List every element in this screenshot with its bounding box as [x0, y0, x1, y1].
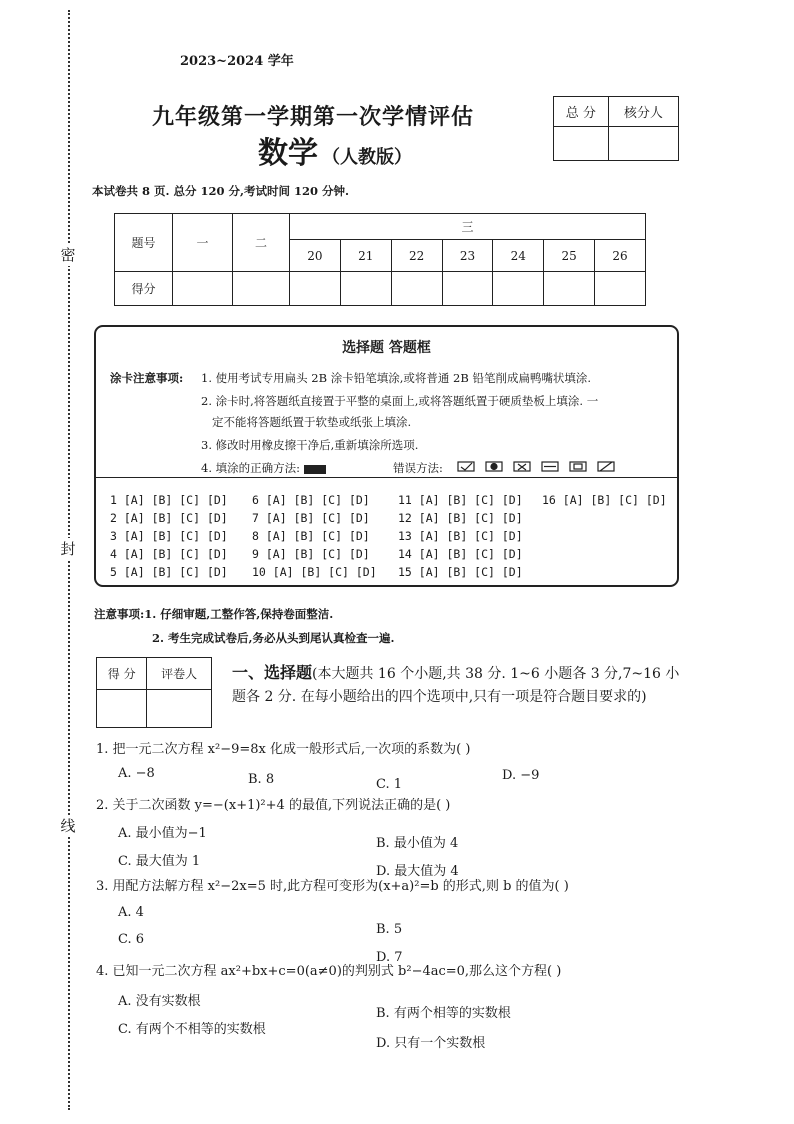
section-grader-cell[interactable] [147, 690, 212, 728]
q1-option-b[interactable]: B. 8 [248, 772, 275, 787]
filling-note: 2. 涂卡时,将答题纸直接置于平整的桌面上,或将答题纸置于硬质垫板上填涂. 一 [201, 394, 599, 408]
score-cell[interactable] [290, 272, 341, 306]
q1-option-a[interactable]: A. −8 [118, 766, 155, 781]
col-part2: 二 [233, 214, 290, 272]
correct-fill-mark [304, 465, 326, 474]
subject-version: （人教版） [322, 147, 412, 168]
score-cell[interactable] [544, 272, 595, 306]
answer-row[interactable]: 1 [A] [B] [C] [D] [110, 493, 228, 507]
filling-note: 定不能将答题纸置于软垫或纸张上填涂. [212, 415, 412, 429]
filling-note: 1. 使用考试专用扁头 2B 涂卡铅笔填涂,或将普通 2B 铅笔削成扁鸭嘴状填涂. [201, 371, 592, 385]
answer-row[interactable]: 10 [A] [B] [C] [D] [252, 565, 377, 579]
filling-notes-label: 涂卡注意事项: [110, 371, 184, 385]
q3-option-b[interactable]: B. 5 [376, 922, 403, 937]
answer-box-title: 选择题 答题框 [342, 340, 431, 356]
total-score-box [553, 96, 679, 161]
col-20: 20 [290, 240, 341, 272]
question-2: 2. 关于二次函数 y=−(x+1)²+4 的最值,下列说法正确的是( ) [96, 798, 451, 813]
answer-row[interactable]: 2 [A] [B] [C] [D] [110, 511, 228, 525]
q4-option-b[interactable]: B. 有两个相等的实数根 [376, 1006, 511, 1021]
answer-box-divider [96, 477, 677, 478]
answer-row[interactable]: 4 [A] [B] [C] [D] [110, 547, 228, 561]
correct-method-label: 4. 填涂的正确方法: [201, 461, 301, 475]
q4-option-d[interactable]: D. 只有一个实数根 [376, 1036, 486, 1051]
q2-option-a[interactable]: A. 最小值为−1 [118, 826, 207, 841]
col-24: 24 [493, 240, 544, 272]
row-label-question: 题号 [115, 214, 173, 272]
answer-row[interactable]: 9 [A] [B] [C] [D] [252, 547, 370, 561]
question-4: 4. 已知一元二次方程 ax²+bx+c=0(a≠0)的判别式 b²−4ac=0,那么这个方程( ) [96, 964, 562, 979]
q2-option-b[interactable]: B. 最小值为 4 [376, 836, 459, 851]
answer-row[interactable]: 8 [A] [B] [C] [D] [252, 529, 370, 543]
answer-row[interactable]: 6 [A] [B] [C] [D] [252, 493, 370, 507]
total-score-header: 总 分 [554, 97, 609, 127]
question-3: 3. 用配方法解方程 x²−2x=5 时,此方程可变形为(x+a)²=b 的形式,则 b 的值为( ) [96, 879, 569, 894]
filling-note-correct [201, 460, 326, 476]
grader-header: 评卷人 [147, 658, 212, 690]
answer-row[interactable]: 11 [A] [B] [C] [D] [398, 493, 523, 507]
q4-option-c[interactable]: C. 有两个不相等的实数根 [118, 1022, 266, 1037]
q2-option-d[interactable]: D. 最大值为 4 [376, 864, 459, 879]
exam-info: 本试卷共 8 页. 总分 120 分,考试时间 120 分钟. [92, 184, 350, 198]
school-year: 2023~2024 学年 [180, 54, 294, 69]
score-header: 得 分 [97, 658, 147, 690]
checker-header: 核分人 [608, 97, 678, 127]
section1-description: (本大题共 16 个小题,共 38 分. 1~6 小题各 3 分,7~16 小题各 2 分. 在每小题给出的四个选项中,只有一项是符合题目要求的) [232, 666, 680, 705]
q1-option-d[interactable]: D. −9 [502, 768, 540, 783]
section-score-cell[interactable] [97, 690, 147, 728]
section1-title: 一、选择题 [232, 663, 313, 682]
section1-heading [232, 661, 682, 709]
col-part1: 一 [173, 214, 233, 272]
score-cell[interactable] [340, 272, 391, 306]
col-22: 22 [391, 240, 442, 272]
col-21: 21 [340, 240, 391, 272]
score-table [114, 213, 646, 306]
notice-label: 注意事项: [94, 607, 145, 621]
answer-row[interactable]: 12 [A] [B] [C] [D] [398, 511, 523, 525]
col-part3: 三 [290, 214, 646, 240]
wrong-fill-marks [456, 460, 626, 474]
score-cell[interactable] [233, 272, 290, 306]
q4-option-a[interactable]: A. 没有实数根 [118, 994, 201, 1009]
exam-title: 九年级第一学期第一次学情评估 [152, 104, 475, 130]
checker-cell[interactable] [608, 127, 678, 161]
score-cell[interactable] [391, 272, 442, 306]
section-grader-box [96, 657, 212, 728]
q3-option-a[interactable]: A. 4 [118, 905, 144, 920]
total-score-cell[interactable] [554, 127, 609, 161]
subject-name: 数学 [258, 136, 318, 171]
col-26: 26 [595, 240, 646, 272]
col-25: 25 [544, 240, 595, 272]
score-cell[interactable] [442, 272, 493, 306]
score-cell[interactable] [595, 272, 646, 306]
answer-sheet-box [94, 325, 679, 587]
answer-row[interactable]: 5 [A] [B] [C] [D] [110, 565, 228, 579]
col-23: 23 [442, 240, 493, 272]
notice-item: 1. 仔细审题,工整作答,保持卷面整洁. [144, 607, 334, 621]
filling-note: 3. 修改时用橡皮擦干净后,重新填涂所选项. [201, 438, 419, 452]
row-label-score: 得分 [115, 272, 173, 306]
seal-char-mi: 密 [56, 244, 80, 266]
seal-char-xian: 线 [56, 815, 80, 837]
notice-item: 2. 考生完成试卷后,务必从头到尾认真检查一遍. [152, 631, 395, 645]
wrong-method-label: 错误方法: [393, 461, 443, 475]
q3-option-d[interactable]: D. 7 [376, 950, 403, 965]
answer-row[interactable]: 14 [A] [B] [C] [D] [398, 547, 523, 561]
q2-option-c[interactable]: C. 最大值为 1 [118, 854, 201, 869]
answer-row[interactable]: 16 [A] [B] [C] [D] [542, 493, 667, 507]
score-cell[interactable] [493, 272, 544, 306]
answer-row[interactable]: 15 [A] [B] [C] [D] [398, 565, 523, 579]
subject-title [258, 128, 412, 172]
seal-line [68, 10, 70, 1110]
notice-line-1 [94, 606, 333, 622]
answer-row[interactable]: 7 [A] [B] [C] [D] [252, 511, 370, 525]
seal-char-feng: 封 [56, 538, 80, 560]
q1-option-c[interactable]: C. 1 [376, 777, 403, 792]
answer-row[interactable]: 13 [A] [B] [C] [D] [398, 529, 523, 543]
score-cell[interactable] [173, 272, 233, 306]
q3-option-c[interactable]: C. 6 [118, 932, 145, 947]
question-1: 1. 把一元二次方程 x²−9=8x 化成一般形式后,一次项的系数为( ) [96, 742, 471, 757]
answer-row[interactable]: 3 [A] [B] [C] [D] [110, 529, 228, 543]
